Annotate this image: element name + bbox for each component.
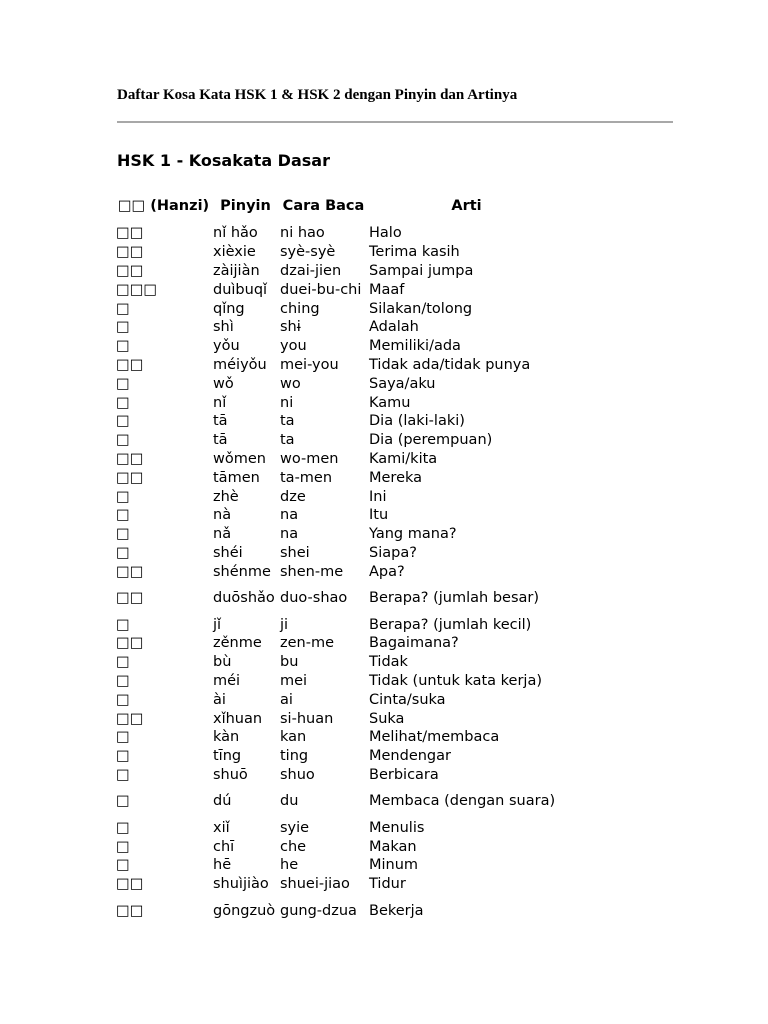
pinyin-cell: méiyǒu [213,356,267,373]
table-row [115,690,565,709]
pinyin-cell: zàijiàn [213,262,260,279]
cara-baca-cell: shɨ [280,319,301,336]
arti-cell: Berbicara [369,766,439,783]
cara-baca-cell: ni [280,394,294,411]
table-row [115,818,565,837]
table-row [115,450,565,469]
cara-baca-cell: ta [280,413,295,430]
pinyin-cell: xiǐ [213,819,230,836]
cara-baca-cell: shuo [280,766,315,783]
cara-baca-cell: wo-men [280,450,339,467]
table-row [115,431,565,450]
hanzi-cell: □ [116,544,130,561]
cara-baca-cell: dzai-jien [280,262,342,279]
cara-baca-cell: bu [280,654,299,671]
arti-cell: Itu [369,507,389,524]
arti-cell: Dia (perempuan) [369,432,493,449]
cara-baca-cell: mei [280,672,308,689]
hanzi-cell: □ [116,691,130,708]
cara-baca-cell: syè-syè [280,244,336,261]
pinyin-cell: bù [213,654,232,671]
hanzi-cell: □□ [116,902,144,919]
cara-baca-cell: ta-men [280,469,333,486]
cara-baca-cell: mei-you [280,356,339,373]
table-header-row [115,188,565,224]
table-row [115,525,565,544]
pinyin-cell: tīng [213,748,242,765]
table-row [115,634,565,653]
pinyin-cell: shì [213,319,234,336]
header-pinyin: Pinyin [220,197,271,214]
pinyin-cell: duōshǎo [213,590,275,607]
table-row [115,412,565,431]
hanzi-cell: □ [116,375,130,392]
arti-cell: Bekerja [369,902,424,919]
hanzi-cell: □ [116,300,130,317]
arti-cell: Mereka [369,469,423,486]
cara-baca-cell: che [280,838,307,855]
arti-cell: Makan [369,838,417,855]
cara-baca-cell: zen-me [280,635,334,652]
arti-cell: Siapa? [369,544,417,561]
hanzi-cell: □ [116,766,130,783]
arti-cell: Ini [369,488,387,505]
pinyin-cell: nà [213,507,232,524]
hanzi-cell: □ [116,654,130,671]
pinyin-cell: nǐ hǎo [213,225,258,242]
pinyin-cell: shéi [213,544,243,561]
hanzi-cell: □□ [116,590,144,607]
cara-baca-cell: wo [280,375,301,392]
arti-cell: Tidur [369,876,406,893]
cara-baca-cell: shei [280,544,310,561]
section-title: HSK 1 - Kosakata Dasar [117,151,330,170]
hanzi-cell: □ [116,526,130,543]
cara-baca-cell: ta [280,432,295,449]
pinyin-cell: wǒmen [213,450,266,467]
arti-cell: Silakan/tolong [369,300,473,317]
arti-cell: Maaf [369,281,405,298]
table-row [115,875,565,894]
header-arti: Arti [451,197,482,214]
cara-baca-cell: dze [280,488,306,505]
hanzi-cell: □□ [116,225,144,242]
cara-baca-cell: ni hao [280,225,325,242]
pinyin-cell: chī [213,838,235,855]
arti-cell: Yang mana? [369,526,457,543]
table-row [115,468,565,487]
title-divider [117,121,673,123]
arti-cell: Tidak ada/tidak punya [369,356,531,373]
table-row [115,894,565,928]
table-row [115,224,565,243]
header-cara-baca: Cara Baca [282,197,365,214]
hanzi-cell: □ [116,793,130,810]
hanzi-cell: □ [116,838,130,855]
hanzi-cell: □ [116,616,130,633]
hanzi-cell: □ [116,338,130,355]
table-row [115,356,565,375]
table-row [115,784,565,818]
pinyin-cell: tā [213,432,228,449]
table-row [115,374,565,393]
pinyin-cell: zěnme [213,635,262,652]
arti-cell: Berapa? (jumlah besar) [369,590,540,607]
pinyin-cell: dú [213,793,232,810]
arti-cell: Saya/aku [369,375,436,392]
cara-baca-cell: ching [280,300,320,317]
table-row [115,299,565,318]
cara-baca-cell: na [280,526,299,543]
cara-baca-cell: shuei-jiao [280,876,350,893]
hanzi-cell: □ [116,488,130,505]
hanzi-cell: □ [116,672,130,689]
table-row [115,856,565,875]
hanzi-cell: □ [116,319,130,336]
arti-cell: Kami/kita [369,450,438,467]
hanzi-cell: □ [116,394,130,411]
table-row [115,544,565,563]
arti-cell: Melihat/membaca [369,729,500,746]
hanzi-cell: □ [116,507,130,524]
table-row [115,766,565,785]
cara-baca-cell: he [280,857,299,874]
pinyin-cell: tāmen [213,469,260,486]
pinyin-cell: ài [213,691,226,708]
pinyin-cell: yǒu [213,338,240,355]
pinyin-cell: shuō [213,766,248,783]
pinyin-cell: jǐ [213,616,222,633]
table-row [115,747,565,766]
pinyin-cell: xǐhuan [213,710,263,727]
pinyin-cell: wǒ [213,375,234,392]
pinyin-cell: qǐng [213,300,245,317]
arti-cell: Sampai jumpa [369,262,474,279]
table-row [115,653,565,672]
table-row [115,672,565,691]
cara-baca-cell: duei-bu-chi [280,281,362,298]
pinyin-cell: méi [213,672,241,689]
arti-cell: Adalah [369,319,419,336]
table-row [115,243,565,262]
arti-cell: Tidak (untuk kata kerja) [369,672,542,689]
table-row [115,562,565,581]
pinyin-cell: xièxie [213,244,256,261]
arti-cell: Tidak [369,654,408,671]
arti-cell: Membaca (dengan suara) [369,793,556,810]
hanzi-cell: □□ [116,876,144,893]
table-row [115,337,565,356]
cara-baca-cell: si-huan [280,710,334,727]
table-row [115,318,565,337]
pinyin-cell: shénme [213,563,271,580]
table-row [115,262,565,281]
pinyin-cell: nǐ [213,394,227,411]
arti-cell: Berapa? (jumlah kecil) [369,616,532,633]
hanzi-cell: □ [116,748,130,765]
cara-baca-cell: ji [280,616,289,633]
arti-cell: Apa? [369,563,405,580]
arti-cell: Cinta/suka [369,691,446,708]
arti-cell: Minum [369,857,419,874]
table-row [115,487,565,506]
arti-cell: Terima kasih [369,244,460,261]
hanzi-cell: □□ [116,563,144,580]
hanzi-cell: □□ [116,262,144,279]
table-row [115,393,565,412]
arti-cell: Mendengar [369,748,451,765]
pinyin-cell: duìbuqǐ [213,281,268,298]
pinyin-cell: nǎ [213,526,232,543]
arti-cell: Memiliki/ada [369,338,461,355]
hanzi-cell: □ [116,432,130,449]
cara-baca-cell: gung-dzua [280,902,357,919]
table-row [115,280,565,299]
pinyin-cell: kàn [213,729,240,746]
table-row [115,709,565,728]
arti-cell: Halo [369,225,402,242]
cara-baca-cell: shen-me [280,563,344,580]
table-row [115,506,565,525]
pinyin-cell: zhè [213,488,239,505]
cara-baca-cell: kan [280,729,307,746]
arti-cell: Dia (laki-laki) [369,413,465,430]
hanzi-cell: □□ [116,635,144,652]
pinyin-cell: shuìjiào [213,876,269,893]
hanzi-cell: □□ [116,356,144,373]
hanzi-cell: □ [116,857,130,874]
arti-cell: Kamu [369,394,411,411]
document-title: Daftar Kosa Kata HSK 1 & HSK 2 dengan Pinyin dan Artinya [117,87,518,103]
hanzi-cell: □ [116,413,130,430]
table-row [115,615,565,634]
cara-baca-cell: ting [280,748,309,765]
hanzi-cell: □□ [116,244,144,261]
pinyin-cell: gōngzuò [213,902,276,919]
table-row [115,837,565,856]
table-row [115,728,565,747]
hanzi-cell: □□□ [116,281,158,298]
table-body [115,224,565,928]
pinyin-cell: hē [213,857,232,874]
hanzi-cell: □□ [116,710,144,727]
arti-cell: Suka [369,710,405,727]
hanzi-cell: □□ [116,450,144,467]
table-row [115,581,565,615]
cara-baca-cell: du [280,793,299,810]
vocabulary-table [115,188,565,928]
arti-cell: Bagaimana? [369,635,459,652]
cara-baca-cell: ai [280,691,293,708]
hanzi-cell: □ [116,819,130,836]
cara-baca-cell: syie [280,819,310,836]
hanzi-cell: □ [116,729,130,746]
cara-baca-cell: you [280,338,307,355]
pinyin-cell: tā [213,413,228,430]
header-hanzi: □□ (Hanzi) [117,197,210,214]
arti-cell: Menulis [369,819,425,836]
hanzi-cell: □□ [116,469,144,486]
cara-baca-cell: na [280,507,299,524]
cara-baca-cell: duo-shao [280,590,348,607]
